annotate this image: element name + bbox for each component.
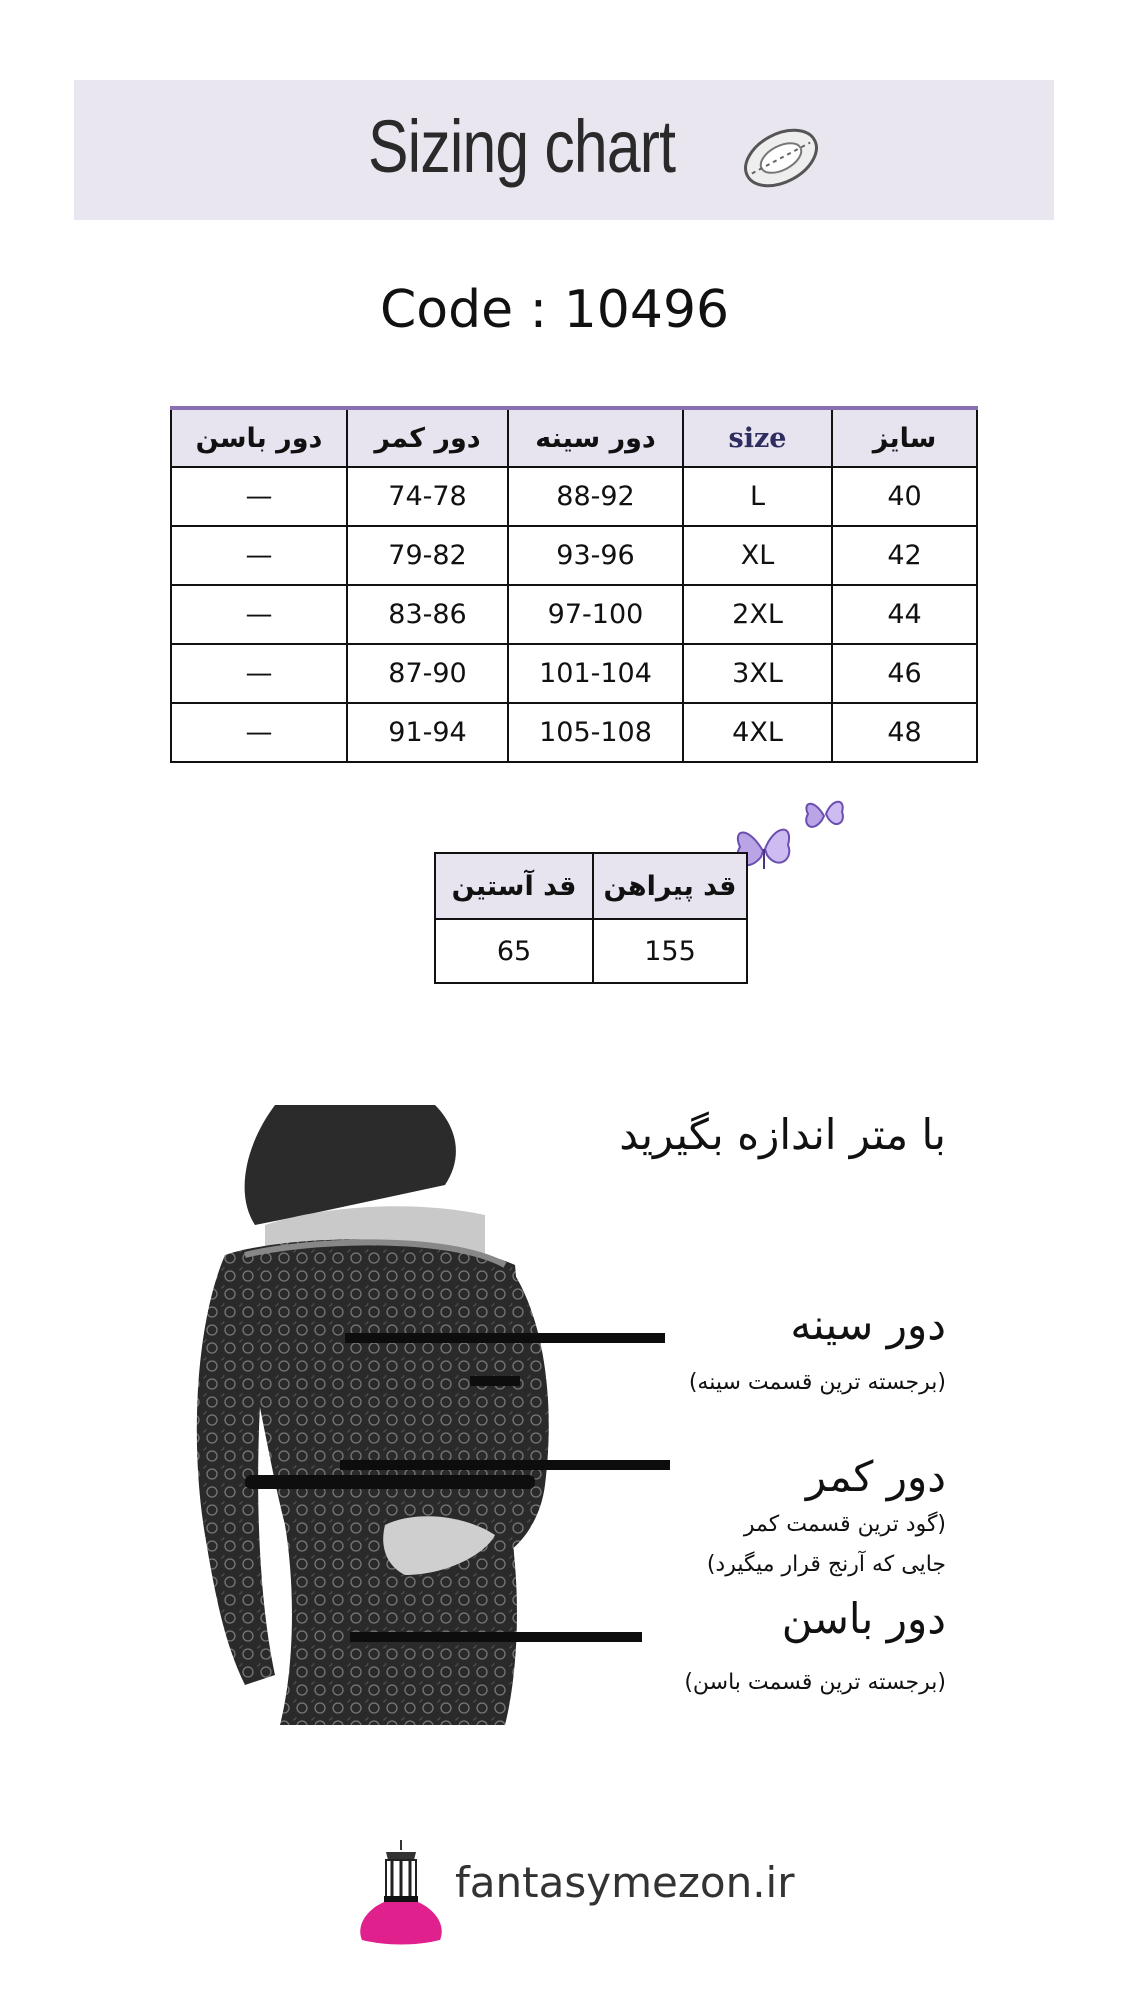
cell-size-latin: XL [683,526,832,585]
cell-size-latin: 4XL [683,703,832,762]
header-size-latin: size [683,408,832,467]
cell-bust: 97-100 [508,585,683,644]
bust-measure-line [345,1333,665,1343]
waist-measure-line [340,1460,670,1470]
bust-measure-tick [470,1376,520,1386]
hip-note: (برجسته ترین قسمت باسن) [684,1670,946,1695]
cell-size: 48 [832,703,977,762]
size-table [170,406,978,763]
cell-bust: 93-96 [508,526,683,585]
cell-size: 42 [832,526,977,585]
cell-size: 44 [832,585,977,644]
cell-bust: 88-92 [508,467,683,526]
cell-size: 40 [832,467,977,526]
length-table [434,852,748,984]
cell-hip: — [171,585,347,644]
header-size: سایز [832,408,977,467]
table-row [171,585,977,644]
dress-icon [356,1840,446,1946]
website-url[interactable]: fantasymezon.ir [455,1858,795,1907]
cell-sleeve-length: 65 [435,919,593,983]
butterfly-icon [800,792,848,838]
cell-hip: — [171,644,347,703]
header-hip: دور باسن [171,408,347,467]
product-code: Code : 10496 [380,280,730,340]
cell-waist: 74-78 [347,467,508,526]
cell-size-latin: L [683,467,832,526]
waist-label: دور کمر [805,1452,946,1501]
waist-note-2: جایی که آرنج قرار میگیرد) [706,1552,946,1577]
cell-bust: 101-104 [508,644,683,703]
cell-hip: — [171,703,347,762]
cell-waist: 83-86 [347,585,508,644]
page-title: Sizing chart [368,105,676,188]
cell-dress-length: 155 [593,919,747,983]
size-table-header [171,408,977,467]
cell-waist: 79-82 [347,526,508,585]
cell-size: 46 [832,644,977,703]
table-row [435,919,747,983]
table-row [171,644,977,703]
header-waist: دور کمر [347,408,508,467]
cell-bust: 105-108 [508,703,683,762]
header-dress-length: قد پیراهن [593,853,747,919]
cell-size-latin: 3XL [683,644,832,703]
cell-waist: 91-94 [347,703,508,762]
cell-hip: — [171,467,347,526]
measuring-tape-icon [738,117,824,199]
header-sleeve-length: قد آستین [435,853,593,919]
hip-label: دور باسن [781,1594,946,1643]
guide-heading: با متر اندازه بگیرید [619,1110,946,1159]
waist-note-1: (گود ترین قسمت کمر [743,1512,946,1537]
cell-hip: — [171,526,347,585]
bust-note: (برجسته ترین قسمت سینه) [688,1370,946,1395]
header-bust: دور سینه [508,408,683,467]
hip-measure-line [350,1632,642,1642]
bust-label: دور سینه [790,1300,946,1349]
cell-waist: 87-90 [347,644,508,703]
table-row [171,467,977,526]
table-row [171,526,977,585]
table-row [171,703,977,762]
length-table-header [435,853,747,919]
cell-size-latin: 2XL [683,585,832,644]
